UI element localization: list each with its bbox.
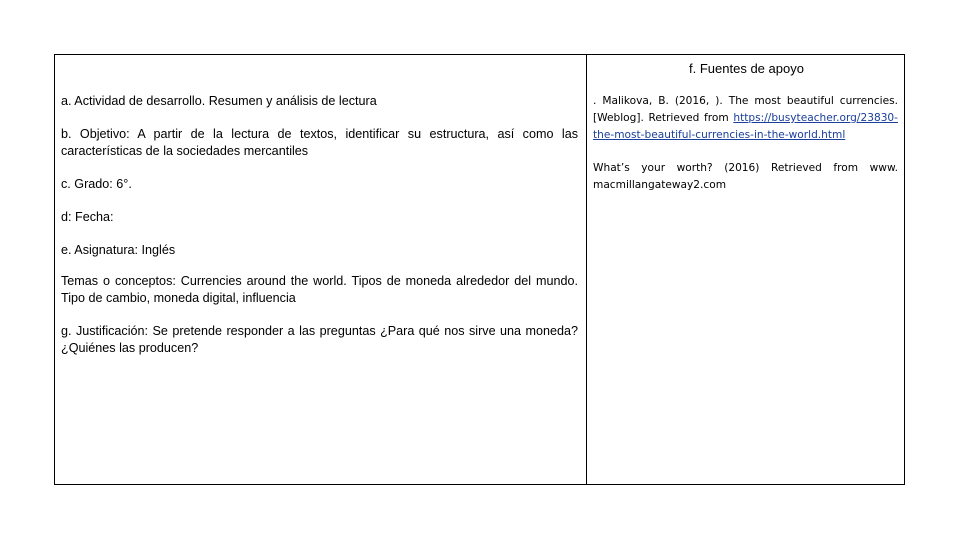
reference-2: What’s your worth? (2016) Retrieved from www. macmillangateway2.com [593, 162, 898, 191]
right-column [593, 93, 898, 194]
temas-text: Currencies around the world. Tipos de moneda alrededor del mundo. Tipo de cambio, moneda digital, influencia [61, 274, 578, 305]
objetivo-label: b. Objetivo: [61, 127, 130, 141]
objetivo-text: A partir de la lectura de textos, identificar su estructura, así como las características de la sociedades mercantiles [61, 127, 579, 158]
justificacion-paragraph [61, 323, 578, 357]
justificacion-label: g. Justificación: [61, 324, 149, 338]
grado-line: c. Grado: 6°. [61, 177, 132, 191]
reference-1 [593, 93, 898, 144]
objetivo-paragraph [61, 126, 578, 160]
justificacion-text: Se pretende responder a las preguntas ¿Para qué nos sirve una moneda? ¿Quiénes las producen? [61, 324, 578, 355]
column-divider [586, 54, 587, 485]
reference-1-link[interactable]: https://busyteacher.org/23830-the-most-beautiful-currencies-in-the-world.html [593, 112, 898, 141]
left-column [61, 93, 578, 357]
fuentes-heading: f. Fuentes de apoyo [689, 61, 804, 76]
temas-label: Temas o conceptos: [61, 274, 176, 288]
asignatura-line: e. Asignatura: Inglés [61, 243, 176, 257]
actividad-line: a. Actividad de desarrollo. Resumen y análisis de lectura [61, 94, 377, 108]
fecha-line: d: Fecha: [61, 210, 114, 224]
temas-paragraph [61, 273, 578, 307]
reference-1-text: . Malikova, B. (2016, ). The most beautiful currencies. [Weblog]. Retrieved from [593, 95, 898, 124]
